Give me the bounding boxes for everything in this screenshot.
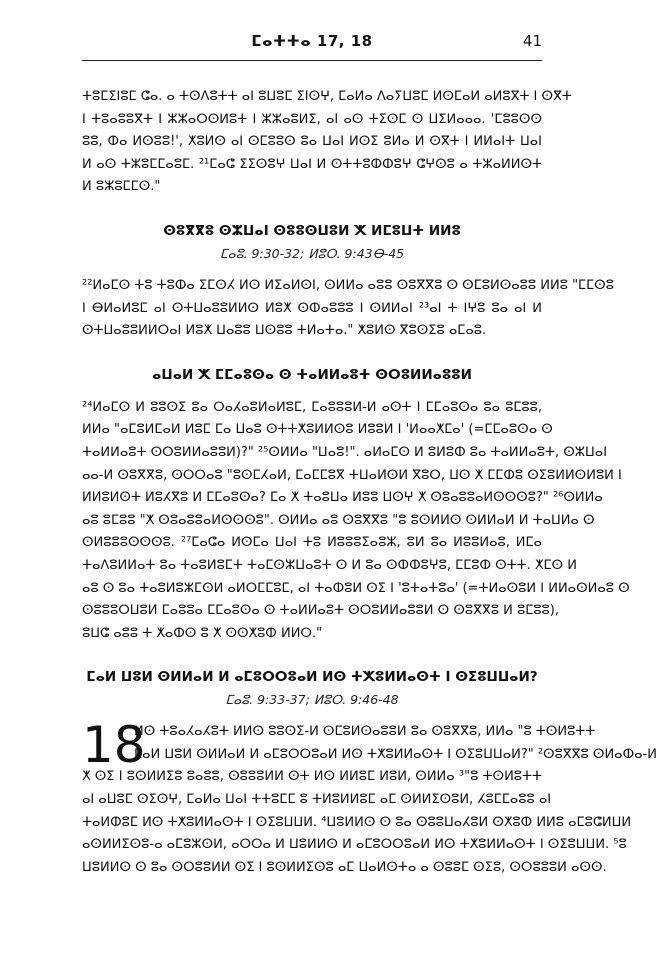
text-line: ⵍ ⵓⵣⵓⵎⵎⵙ." [82,179,161,195]
page-content [82,86,657,879]
text-line: ⵡⵓⵍⵍⵙ ⵙ ⵓⴰ ⵙⵔⵓⵓⵍⵍ ⵙⵉ ⵏ ⵓⵙⵍⵍⵉⵙⵓ ⴰⵎ ⵡⴰⵍⵙⵜⴰ ⴰ ⵙⵓⵓⵎ ⵙⵉⵓ, ⵙⵔⵓⵓⵓⵍ ⴰⵙⵙ. [82,859,607,875]
text-line: ⵍⵍⵓⵍⵙⵜ ⵍⵓⵃⴳⵓ ⵍ ⵎⵎⴰⵓⵙⴰ? ⵎⴰ ⵅ ⵜⴰⵓⵡⴰ ⵍⵓⵓ ⵡⵙⵖ ⵅ ⵙⵓⴰⵓⵓⴰⵍⵙⵙⵙⵓ?" ²⁶ⵙⵍⵍⴰ [82,490,603,506]
page-number: 41 [522,32,542,50]
text-line: ⵜⴰⵍⵀⵓⵎ ⵍⵙ ⵜⵅⵓⵍⵍⴰⵙⵜ ⵏ ⵙⵉⵓⵡⵡⵍ. ⁴ⵡⵓⵍⵍⵙ ⵙ ⵓⴰ ⵙⵓⵓⵡⴰⵃⵓⵍ ⵙⵅⵓⵀ ⵍⵍⵓ ⴰⵎⵓⵛⵍⵡⵍ [82,814,632,830]
text-line: ⵏ ⴱⵍⴰⵍⵓⵎ ⴰⵏ ⵙⵜⵡⴰⵓⵓⵍⵍⵙ ⵍⵓⵅ ⵙⵀⴰⵓⵓⵓ ⵏ ⵙⵍⵍⴰⵏ ²³ⴰⵏ ⵜ ⵏⵖⵓ ⵓⴰ ⴰⵏ ⵍ [82,300,542,316]
text-line: ⵓⵡⵛ ⴰⵓⵓ ⵜ ⵅⴰⵀⵙ ⵓ ⵅ ⵙⵙⵅⵓⵀ ⵍⵍⵔ." [82,625,323,641]
text-line: ⵏ ⵜⵓⴰⵓⵓⴳⵜ ⵏ ⵣⵣⴰⵔⵙⵍⵓⵜ ⵏ ⵣⵣⴰⵓⵍⵉ, ⴰⵏ ⴰⵙ ⵜⵉⵙⵎ ⵙ ⵡⵉⵍⴰⴰⴰ. 'ⵎⵓⵓⵙⵙ [82,111,542,127]
text-line: ⵜⴰⴷⵓⵍⵍⴰⵜ ⵓⴰ ⵜⴰⵓⵍⵓⵎⵜ ⵜⴰⵎⵙⵣⵡⴰⵓⵜ ⵙ ⵍ ⵓⴰ ⵙⵀⵀⵓⵖⵓ, ⵎⵎⵓⵀ ⵙⵜⵜ. ⵅⵎⵙ ⵍ [82,557,577,573]
section-title: ⵎⴰⵍ ⵡⵓⵍ ⵙⵍⵍⴰⵍ ⵍ ⴰⵎⵓⵔⵔⵓⴰⵍ ⵍⵙ ⵜⵅⵓⵍⵍⴰⵙⵜ ⵏ ⵙⵉⵓⵡⵡⴰⵍ? [86,669,538,686]
text-line: ⵜⴰⵍⵍⴰⵓⵜ ⵙⵔⵓⵍⵍⴰⵓⵓⵍ)?" ²⁵ⵙⵍⵍⴰ "ⵡⴰⵓ!". ⴰⵍⴰⵎⵙ ⵍ ⵓⵍⵓⵀ ⵓⴰ ⵜⴰⵍⵍⴰⵓⵜ, ⵙⵣⵡⴰⵏ [82,444,608,460]
text-line: ⵜⵓⵎⵉⵏⵓⵎ ⵛⴰ. ⴰ ⵜⵙⴷⵓⵜⵜ ⴰⵏ ⵓⵡⵓⵎ ⵉⵏⵙⵖ, ⵎⴰⵍⴰ ⴷⴰⵢⵡⵓⵎ ⵍⵙⵎⴰⵍ ⴰⵍⵓⴳⵜ ⵏ ⵙⴳⵜ [82,89,572,104]
text-line: ⴰⵓ ⵙ ⵓⴰ ⵜⴰⵓⵍⵓⵣⵎⵙⵍ ⴰⵍⵔⵎⵎⵓⵎ, ⴰⵏ ⵜⴰⵀⵓⵍ ⵙⵉ ⵏ 'ⵓⵜⴰⵜⵓⴰ' (=ⵜⵍⴰⵙⵓⵍ ⵏ ⵍⵍⴰⵙⵍⴰⵓ ⵙ [82,580,630,596]
section-reference: ⵎⴰⵓ. 9:33-37; ⵍⵓⵔ. 9:46-48 [225,692,399,708]
section-title: ⴰⵡⴰⵍ ⵅ ⵎⵎⴰⵓⵙⴰ ⵙ ⵜⴰⵍⵍⴰⵓⵜ ⵙⵔⵓⵍⵍⴰⵓⵓⵍ [152,366,472,383]
text-line: ⵙⵜⵡⴰⵓⵓⵍⵍⵔⴰⵏ ⵍⵓⵅ ⵡⴰⵓⵓ ⵡⵙⵓⵓ ⵜⵍⴰⵜⴰ." ⵅⵓⵍⵙ ⴳⵓⵙⵉⵓ ⴰⵎⴰⵓ. [82,323,487,339]
text-line: ⵙⵓⵓⵓⵔⵡⵓⵍ ⵎⴰⵓⵓⴰ ⵎⵎⴰⵓⵙⴰ ⵙ ⵜⴰⵍⵍⴰⵓⵜ ⵙⵔⵓⵍⵍⴰⵓⵓⵍ ⵙ ⵙⵓⴳⴳⵓ ⵍ ⵓⵎⵓⵓ), [82,603,559,619]
section-title: ⵙⵓⴳⴳⵓ ⵙⵣⵡⴰⵏ ⵙⵓⵓⵙⵡⵓⵍ ⵅ ⵍⵎⵓⵡⵜ ⵍⵍⵓ [163,222,461,239]
text-line: ⵙⵍⵓⵓⵓⵙⵙⵙⵓ. ²⁷ⵎⴰⵛⴰ ⵍⵙⵎⴰ ⵡⴰⵏ ⵜⵓ ⵍⵓⵓⵓⵉⴰⵓⵣ, ⵓⵍ ⵓⴰ ⵍⵓⵓⵍⴰⵓ, ⵍⵎⴰ [82,535,542,551]
text-line: ⵍⵍⴰ "ⴰⵎⵓⵍⵎⴰⵍ ⵍⵓⵎ ⵎⴰ ⵡⴰⵓ ⵙⵜⵜⵅⵓⵍⵍⵙⵓ ⵍⵓⵓⵍ ⵏ 'ⵍⴰⴰⵅⵎⴰ' (=ⵎⵎⴰⵓⵙⴰ ⵙ [82,422,553,438]
text-line: ⴰⵓ ⵓⵎⵓⵓ "ⵅ ⵙⵓⴰⵓⵓⴰⵍⵙⵙⵙⵓ". ⵙⵍⵍⴰ ⴰⵓ ⵙⵓⴳⴳⵓ "ⵓ ⵓⵙⵍⵍⵙ ⵙⵍⵍⴰⵍ ⵍ ⵜⴰⵡⵍⴰ ⵙ [82,512,595,528]
section-3 [82,667,657,879]
chapter-number: 18 [82,716,146,775]
text-line: ⴰⵙⵍⵍⵉⵙⵓ-ⴰ ⴰⵎⵓⵣⵙⵍ, ⴰⵔⵔⴰ ⵍ ⵡⵓⵍⵍⵙ ⵍ ⴰⵎⵓⵔⵔⵓⴰⵍ ⵍⵙ ⵜⵅⵓⵍⵍⴰⵙⵜ ⵏ ⵙⵉⵓⵡⵡⵍ. ⁵ⵓ [82,837,627,853]
text-line: ⵓⵓ, ⵀⴰ ⵍⵙⵓⵓ!', ⵅⵓⵍⵙ ⴰⵏ ⵙⵎⵓⵓⵙ ⵓⴰ ⵡⴰⵏ ⵍⵙⵉ ⵓⵍⴰ ⵍ ⵙⴳⵜ ⵏ ⵍⵍⴰⵏⵜ ⵡⴰⵏ [82,134,542,150]
page-header [82,32,542,54]
text-line: ⵍ ⴰⵙ ⵜⵣⵓⵎⵎⴰⵓⵎ. ²¹ⵎⴰⵛ ⵉⵉⵙⵓⵖ ⵡⴰⵏ ⵍ ⵙⵜⵜⵓⵀⵀⵓⵖ ⵛⵖⵙⵓ ⴰ ⵜⵣⴰⵍⵍⵙⵜ [82,156,542,172]
section-paragraph [82,275,614,343]
text-line: ²²ⵍⴰⵎⵙ ⵜⵓ ⵜⵓⵀⴰ ⵉⵎⵙⵃ ⵍⵙ ⵍⵉⴰⵍⵙⵏ, ⵙⵍⵍⴰ ⴰⵓⵓ ⵙⵓⴳⴳⵓ ⵙ ⵙⵎⵓⵍⵙⴰⵓⵓ ⵍⵍⵓ "ⵎⵎⵙⵓ [82,277,614,293]
section-1 [82,221,614,343]
running-title: ⵎⴰⵜⵜⴰ 17, 18 [251,32,373,50]
chapter-paragraph [82,716,657,879]
section-paragraph [82,397,630,646]
text-line: ⴰⴰ-ⵍ ⵙⵓⴳⴳⵓ, ⵙⵔⵔⴰⵓ "ⵓⵙⵎⵃⴰⵍ, ⵎⴰⵎⵎⵓⴳ ⵜⵡⴰⵍⵙⵍ ⴳⵓⵔ, ⵡⵙ ⵅ ⵎⵎⵀⵓ ⵙⵉⵓⵍⵍⵙⵍⵓⵍ ⵏ [82,467,622,483]
header-rule [82,60,542,61]
section-reference: ⵎⴰⵓ. 9:30-32; ⵍⵓⵔ. 9:43ⴱ-45 [219,245,405,261]
text-line: ⵎⴰⵍ ⵡⵓⵍ ⵙⵍⵍⴰⵍ ⵍ ⴰⵎⵓⵔⵔⵓⴰⵍ ⵍⵙ ⵜⵅⵓⵍⵍⴰⵙⵜ ⵏ ⵙⵉⵓⵡⵡⴰⵍ?" ²ⵙⵓⴳⴳⵓ ⵙⵍⴰⵀⴰ-ⵍ [134,746,657,762]
section-2 [82,365,630,646]
text-line: ⵍⵙ ⵜⵓⴰⵃⴰⵃⵓⵜ ⵍⵍⵙ ⵓⵓⵙⵉ-ⵍ ⵙⵎⵓⵍⵙⴰⵓⵓⵍ ⵓⴰ ⵙⵓⴳⴳⵓ, ⵍⵍⴰ "ⵓ ⵜⵙⵍⵓⵜⵜ [134,724,596,740]
text-line: ⵅ ⵙⵉ ⵏ ⵓⵙⵍⵍⵉⵓ ⵓⴰⵓⵓ, ⵙⵓⵓⵓⵍⵍ ⵙⵜ ⵍⵙ ⵍⵍⵓⵎ ⵍⵓⵍ, ⵙⵍⵍⴰ ³"ⵓ ⵜⵙⵍⵓⵜⵜ [82,769,542,785]
text-line: ²⁴ⵍⴰⵎⵙ ⵍ ⵓⵓⵙⵉ ⵓⴰ ⵔⴰⵃⴰⵓⵍⴰⵍⵓⵎ, ⵎⴰⵓⵓⵓⵍ-ⵍ ⴰⵙⵜ ⵏ ⵎⵎⴰⵓⵙⴰ ⵓⴰ ⵓⵎⵓⵓ, [82,399,542,415]
text-line: ⴰⵏ ⴰⵡⵓⵎ ⵙⵉⵙⵖ, ⵎⴰⵍⴰ ⵡⴰⵏ ⵜⵜⵓⵎⵎ ⵓ ⵜⵍⵓⵍⵍⵓⵎ ⴰⵎ ⵙⵍⵍⵉⵙⵓⵍ, ⵃⵓⵎⵎⴰⵓⵓ ⴰⵏ [82,792,552,808]
intro-paragraph [82,86,572,199]
